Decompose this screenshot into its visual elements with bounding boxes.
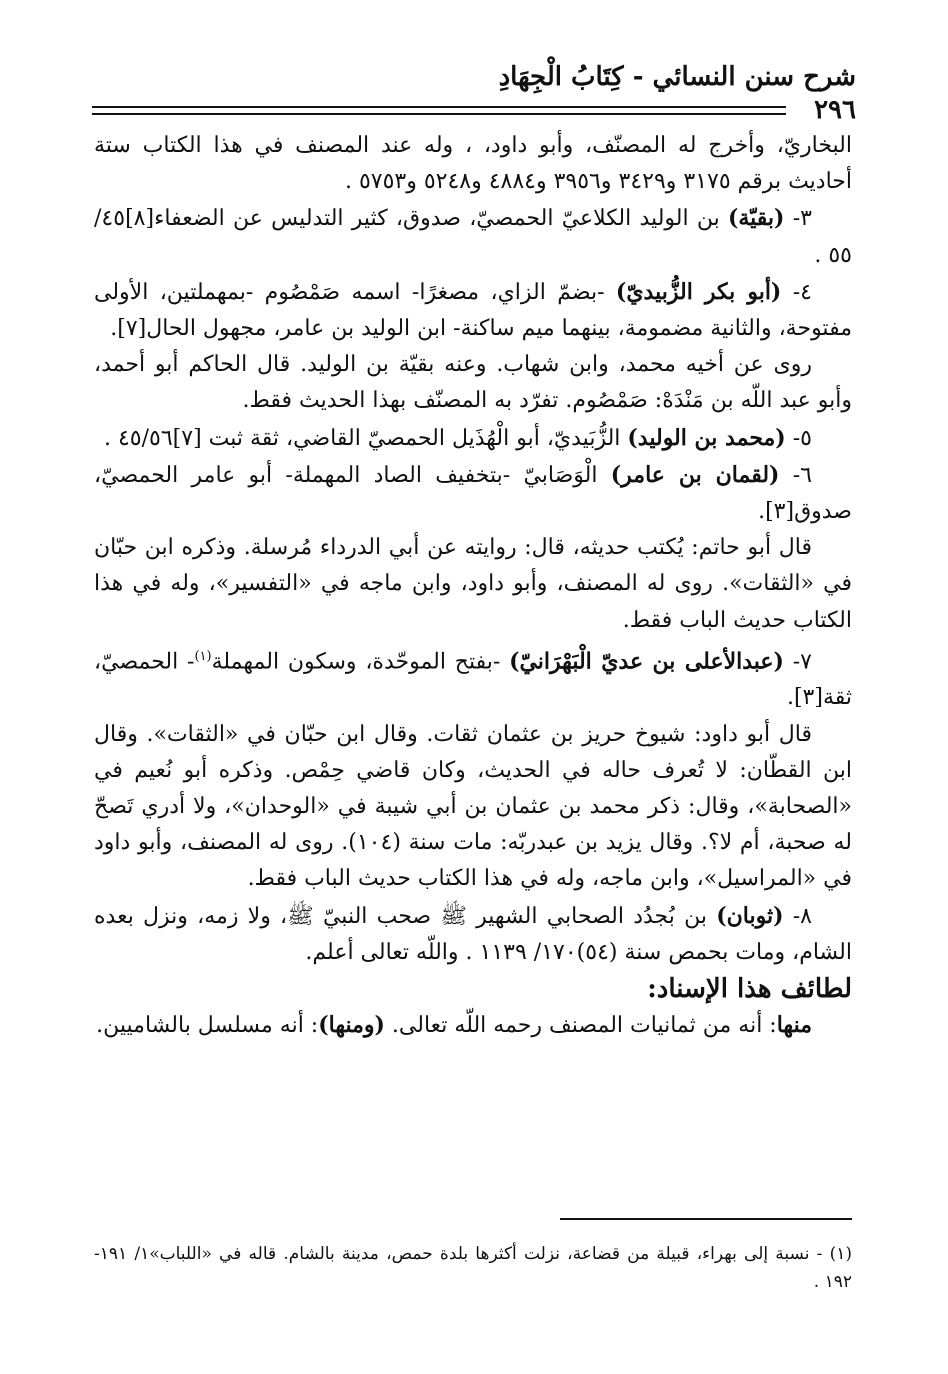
entry-text: الزُّبَيديّ، أبو الْهُذَيل الحمصيّ القاضي، ثقة ثبت [٧]٤٥/٥٦ . (103, 425, 628, 451)
paragraph (94, 347, 852, 419)
entry-number: ٦- (779, 462, 812, 488)
narrator-name: (ثوبان) (716, 902, 784, 929)
narrator-name: (محمد بن الوليد) (627, 424, 786, 451)
entry-text: - الحمصيّ، ثقة[٣]. (94, 649, 852, 711)
entry-text: -بضمّ الزاي، مصغرًا- اسمه صَمْصُوم -بمهملتين، الأولى مفتوحة، والثانية مضمومة، بينهما ميم ساكنة- ابن الوليد بن عامر، مجهول الحال[٧]. (94, 279, 852, 342)
header-rule (92, 106, 786, 108)
paragraph-text: قال أبو داود: شيوخ حريز بن عثمان ثقات. وقال ابن حبّان في «الثقات». وقال ابن القطّان: لا تُعرف حاله في الحديث، وكان قاضي حِمْص. وذكره أبو نُعيم في «الصحابة»، وقال: ذكر محمد بن عثمان بن أبي شيبة في «الوحدان»، ولا أدري تَصحّ له صحبة، أم لا؟. وقال يزيد بن عبدربّه: مات سنة (١٠٤). روى له المصنف، وأبو داود في «المراسيل»، وابن ماجه، وله في هذا الكتاب حديث الباب فقط. (94, 721, 852, 892)
narrator-entry (94, 274, 852, 347)
bold-lead: (ومنها) (318, 1012, 385, 1039)
header-title: شرح سنن النسائي - كِتَابُ الْجِهَادِ (498, 62, 856, 92)
entry-number: ٤- (781, 279, 812, 305)
narrator-entry (94, 457, 852, 530)
paragraph-text: : أنه من ثمانيات المصنف رحمه اللّه تعالى. (384, 1013, 777, 1039)
narrator-name: (بقيّة) (727, 205, 785, 232)
narrator-name: (عبدالأعلى بن عديّ الْبَهْرَانيّ) (509, 648, 784, 675)
entry-text: -بفتح الموحّدة، وسكون المهملة (211, 649, 510, 675)
entry-text: الْوَصَابيّ -بتخفيف الصاد المهملة- أبو عامر الحمصيّ، صدوق[٣]. (94, 462, 852, 525)
paragraph (94, 530, 852, 639)
main-text (94, 128, 852, 1044)
entry-number: ٥- (785, 425, 812, 451)
paragraph-text: : أنه مسلسل بالشاميين. (96, 1013, 319, 1039)
narrator-name: (لقمان بن عامر) (610, 461, 780, 488)
entry-number: ٣- (784, 206, 812, 232)
page-number: ٢٩٦ (814, 95, 856, 125)
page-number-row (92, 95, 856, 125)
narrator-name: (أبو بكر الزُّبيديّ) (615, 278, 782, 305)
entry-text: بن بُجدُد الصحابي الشهير ﷺ صحب النبيّ ﷺ، ولا زمه، ونزل بعده الشام، ومات بحمص سنة (٥٤)١٧٠/ ١١٣٩ . واللّه تعالى أعلم. (94, 903, 852, 965)
paragraph (94, 717, 852, 898)
paragraph (94, 1007, 852, 1044)
narrator-entry (94, 200, 852, 273)
entry-text: بن الوليد الكلاعيّ الحمصيّ، صدوق، كثير التدليس عن الضعفاء[٨]٤٥/ ٥٥ . (94, 206, 852, 268)
footnote-text: (١) - نسبة إلى بهراء، قبيلة من قضاعة، نزلت أكثرها بلدة حمص، مدينة بالشام. قاله في «اللباب»١/ ١٩١- ١٩٢ . (94, 1244, 852, 1292)
entry-number: ٧- (783, 649, 812, 675)
footnote (94, 1240, 852, 1296)
running-header (92, 62, 856, 92)
narrator-entry (94, 898, 852, 971)
section-heading: لطائف هذا الإسناد: (647, 974, 852, 1004)
header-rule (92, 113, 786, 115)
paragraph-text: البخاريّ، وأخرج له المصنّف، وأبو داود، ، وله عند المصنف في هذا الكتاب ستة أحاديث برقم ٣١٧٥ و٣٤٢٩ و٣٩٥٦ و٤٨٨٤ و٥٢٤٨ و٥٧٥٣ . (94, 133, 852, 195)
narrator-entry (94, 420, 852, 457)
paragraph (94, 128, 852, 200)
narrator-entry (94, 639, 852, 717)
footnote-marker: (١) (194, 648, 212, 664)
footnote-rule (560, 1218, 852, 1220)
bold-lead: منها (776, 1012, 812, 1039)
paragraph-text: روى عن أخيه محمد، وابن شهاب. وعنه بقيّة بن الوليد. قال الحاكم أبو أحمد، وأبو عبد اللّه بن مَنْدَهْ: صَمْصُوم. تفرّد به المصنّف بهذا الحديث فقط. (94, 352, 852, 414)
paragraph-text: قال أبو حاتم: يُكتب حديثه، قال: روايته عن أبي الدرداء مُرسلة. وذكره ابن حبّان في «الثقات». روى له المصنف، وأبو داود، وابن ماجه في «التفسير»، وله في هذا الكتاب حديث الباب فقط. (94, 535, 852, 633)
entry-number: ٨- (783, 903, 812, 929)
